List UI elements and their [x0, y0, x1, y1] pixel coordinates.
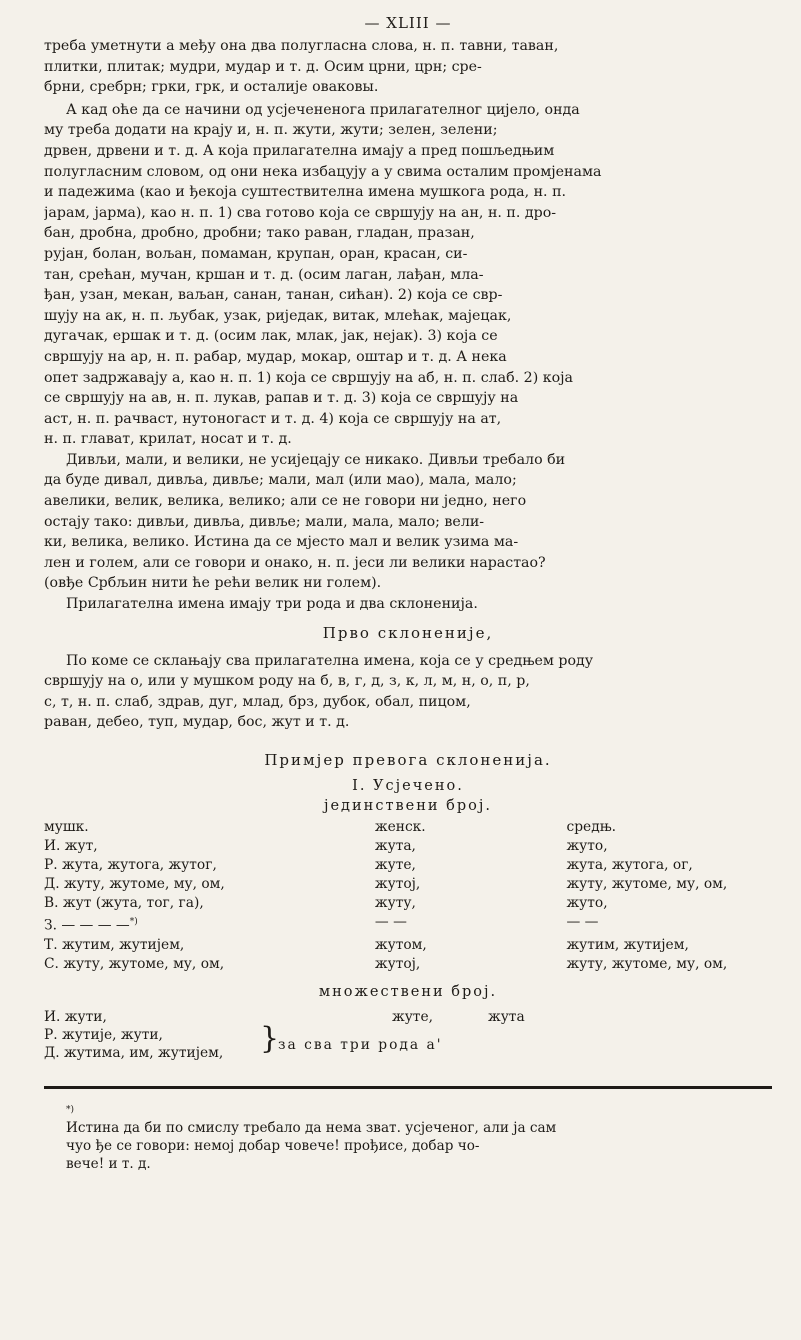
table-cell	[44, 913, 327, 936]
two-declensions-line: Прилагателна имена имају три рода и два склоненија.	[66, 596, 478, 613]
plural-declension-block	[44, 1004, 772, 1066]
table-row	[44, 875, 772, 894]
plural-heading: множествени број.	[318, 983, 498, 1000]
column-header: мушк.	[44, 819, 89, 835]
plural-nominative: И. жути,	[44, 1008, 107, 1025]
footnote-line-text: Истина да би по смислу требало да нема зват. усјеченог, али ја сам	[66, 1119, 557, 1136]
table-row	[44, 837, 772, 856]
page-number: — XLIII —	[364, 14, 452, 32]
text-line: ки, велика, велико. Истина да се мјесто мал и велик узима ма-	[44, 534, 519, 551]
text-line: н. п. глават, крилат, носат и т. д.	[44, 431, 292, 448]
text-line: лен и голем, али се говори и онако, н. п. јеси ли велики нарастао?	[44, 554, 546, 571]
example-subheading: I. Усјечено.	[352, 778, 464, 794]
text-line: дрвен, дрвени и т. д. А која прилагателна имају а пред пошљедњим	[44, 142, 555, 159]
rule-paragraph	[44, 100, 772, 450]
footnote	[44, 1101, 772, 1173]
all-genders-note: за сва три рода а'	[278, 1036, 443, 1053]
table-cell: С. жуту, жутоме, му, ом,	[44, 955, 225, 972]
table-cell: жуто,	[566, 895, 608, 911]
table-row	[44, 936, 772, 955]
text-line: По коме се склањају сва прилагателна имена, која се у средњем роду	[66, 652, 594, 669]
text-line: остају тако: дивљи, дивља, дивље; мали, мала, мало; вели-	[44, 513, 485, 530]
example-heading: Примјер превога склоненија.	[264, 751, 552, 769]
text-line: му треба додати на крају и, н. п. жути, жути; зелен, зелени;	[44, 122, 498, 139]
plural-genitive: Р. жутије, жути,	[44, 1026, 163, 1043]
column-header: средњ.	[566, 819, 616, 835]
text-line: опет задржавају а, као н. п. 1) која се свршују на аб, н. п. слаб. 2) која	[44, 369, 574, 386]
text-line: Дивљи, мали, и велики, не усијецају се никако. Дивљи требало би	[66, 451, 566, 468]
table-cell: жуту, жутоме, му, ом,	[566, 955, 728, 972]
text-line: раван, дебео, туп, мудар, бос, жут и т. д.	[44, 714, 350, 731]
footnote-marker: *)	[66, 1104, 75, 1115]
footnote-line	[66, 1101, 772, 1137]
text-line: полугласним словом, од они нека избацују а у свима осталим промјенама	[44, 163, 602, 180]
table-cell: жуто,	[566, 838, 608, 854]
text-line: бан, дробна, дробно, дробни; тако раван, гладан, празан,	[44, 225, 475, 242]
table-cell: жутој,	[374, 955, 421, 972]
table-header-row	[44, 818, 772, 837]
table-cell: Р. жута, жутога, жутог,	[44, 857, 217, 873]
footnote-line: чуо ђе се говори: немој добар човече! прођисе, добар чо-	[66, 1137, 480, 1154]
first-declension-heading: Прво склоненије,	[322, 623, 494, 642]
table-cell: жута, жутога, ог,	[566, 857, 693, 873]
footnote-divider	[44, 1086, 772, 1089]
text-line: да буде дивал, дивља, дивље; мали, мал (или мао), мала, мало;	[44, 472, 517, 489]
column-header: женск.	[374, 819, 426, 835]
table-cell: жутом,	[374, 936, 427, 953]
intro-paragraph	[44, 36, 772, 98]
text-line: свршују на ар, н. п. рабар, мудар, мокар, оштар и т. д. А нека	[44, 348, 507, 365]
text-line: авелики, велик, велика, велико; али се не говори ни једно, него	[44, 493, 527, 510]
footnote-marker: *)	[129, 917, 138, 927]
text-line: с, т, н. п. слаб, здрав, дуг, млад, брз, дубок, обал, пицом,	[44, 693, 471, 710]
text-line: тан, срећан, мучан, кршан и т. д. (осим лаган, лађан, мла-	[44, 266, 484, 283]
table-row	[44, 856, 772, 875]
table-cell: — —	[566, 914, 599, 930]
table-cell: жуту, жутоме, му, ом,	[566, 876, 728, 892]
table-row	[44, 894, 772, 913]
table-row	[44, 913, 772, 936]
footnote-line: вече! и т. д.	[66, 1155, 151, 1172]
text-line: јарам, јарма), као н. п. 1) сва готово која се свршују на ан, н. п. дро-	[44, 204, 557, 221]
table-cell: Т. жутим, жутијем,	[44, 936, 185, 953]
plural-nominative-neut: жута	[488, 1008, 525, 1025]
plural-nominative-fem: жуте,	[392, 1008, 433, 1025]
text-line: шују на ак, н. п. љубак, узак, риједак, витак, млећак, мајецак,	[44, 307, 512, 324]
text-line: (овђе Србљин нити ће рећи велик ни голем).	[44, 575, 382, 592]
text-line: аст, н. п. рачваст, нутоногаст и т. д. 4) која се свршују на ат,	[44, 410, 502, 427]
table-cell: В. жут (жута, тог, га),	[44, 895, 204, 911]
text-line: брни, сребрн; грки, грк, и осталије оваковы.	[44, 79, 379, 96]
first-declension-paragraph	[44, 651, 772, 733]
table-cell: — —	[374, 914, 407, 930]
text-line: треба уметнути а међу она два полугласна слова, н. п. тавни, таван,	[44, 38, 559, 54]
brace-symbol: }	[260, 1020, 280, 1056]
table-cell: И. жут,	[44, 838, 98, 854]
table-cell: жуте,	[374, 857, 416, 873]
text-line: и падежима (као и ђекоја суштествителна имена мушкога рода, н. п.	[44, 184, 567, 201]
table-cell: Д. жуту, жутоме, му, ом,	[44, 876, 225, 892]
book-page	[44, 0, 772, 1173]
table-cell-text: З. — — — —	[44, 917, 130, 934]
text-line: ђан, узан, мекан, ваљан, санан, танан, сићан). 2) која се свр-	[44, 287, 503, 304]
text-line: плитки, плитак; мудри, мудар и т. д. Осим црни, црн; сре-	[44, 58, 482, 75]
table-row	[44, 955, 772, 974]
table-cell: жутим, жутијем,	[566, 936, 689, 953]
divalj-paragraph	[44, 450, 772, 615]
text-line: свршују на о, или у мушком роду на б, в, г, д, з, к, л, м, н, о, п, р,	[44, 673, 530, 690]
singular-heading: јединствени број.	[323, 798, 492, 814]
text-line: А кад оће да се начини од усјечененога прилагателног цијело, онда	[66, 101, 580, 118]
table-cell: жута,	[374, 838, 416, 854]
plural-dative: Д. жутима, им, жутијем,	[44, 1044, 224, 1061]
text-line: рујан, болан, вољан, помаман, крупан, оран, красан, си-	[44, 245, 468, 262]
singular-declension-table	[44, 818, 772, 974]
table-cell: жуту,	[374, 895, 416, 911]
text-line: дугачак, ершак и т. д. (осим лак, млак, јак, нејак). 3) која се	[44, 328, 498, 345]
text-line: се свршују на ав, н. п. лукав, рапав и т. д. 3) која се свршују на	[44, 390, 519, 407]
table-cell: жутој,	[374, 876, 421, 892]
